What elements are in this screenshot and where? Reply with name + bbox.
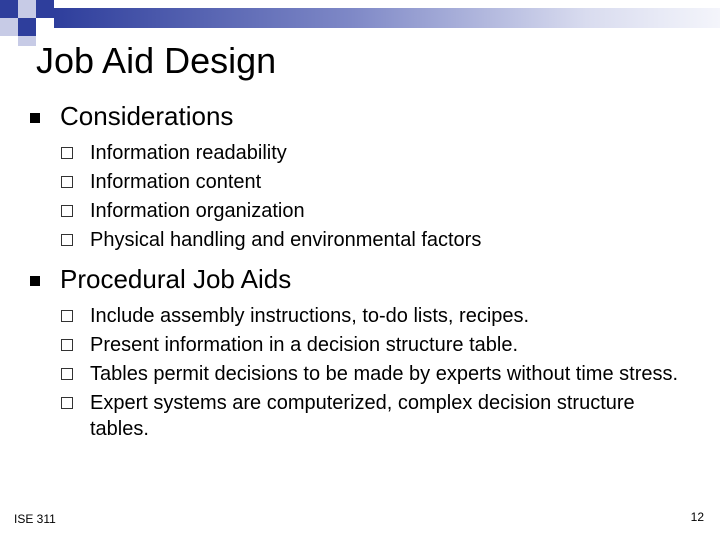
- corner-block-light: [18, 0, 36, 18]
- hollow-square-bullet-icon: [61, 310, 73, 322]
- hollow-square-bullet-icon: [61, 339, 73, 351]
- footer-course-label: ISE 311: [14, 512, 56, 526]
- hollow-square-bullet-icon: [61, 176, 73, 188]
- corner-block-dark: [0, 0, 18, 18]
- page-number: 12: [690, 510, 704, 524]
- section-heading-text: Procedural Job Aids: [60, 264, 292, 294]
- slide-body: [30, 100, 690, 452]
- list-item: Include assembly instructions, to-do lists, recipes.: [30, 303, 690, 329]
- list-item: Information organization: [30, 198, 690, 224]
- list-item: Information content: [30, 169, 690, 195]
- list-item: Physical handling and environmental factors: [30, 227, 690, 253]
- corner-block-dark: [18, 18, 36, 36]
- corner-block-dark: [36, 0, 54, 18]
- list-item: Tables permit decisions to be made by experts without time stress.: [30, 361, 690, 387]
- hollow-square-bullet-icon: [61, 397, 73, 409]
- hollow-square-bullet-icon: [61, 147, 73, 159]
- hollow-square-bullet-icon: [61, 234, 73, 246]
- square-bullet-icon: [30, 113, 40, 123]
- section-heading: [30, 263, 690, 295]
- list-item: Expert systems are computerized, complex decision structure tables.: [30, 390, 690, 442]
- section-heading: [30, 100, 690, 132]
- header-gradient-bar: [54, 8, 720, 28]
- list-item: Information readability: [30, 140, 690, 166]
- hollow-square-bullet-icon: [61, 368, 73, 380]
- section-heading-text: Considerations: [60, 101, 234, 131]
- procedural-job-aids-list: [30, 303, 690, 442]
- corner-block-light: [18, 36, 36, 46]
- hollow-square-bullet-icon: [61, 205, 73, 217]
- considerations-list: [30, 140, 690, 253]
- slide-title: Job Aid Design: [36, 40, 277, 81]
- corner-block-light: [0, 18, 18, 36]
- list-item: Present information in a decision structure table.: [30, 332, 690, 358]
- square-bullet-icon: [30, 276, 40, 286]
